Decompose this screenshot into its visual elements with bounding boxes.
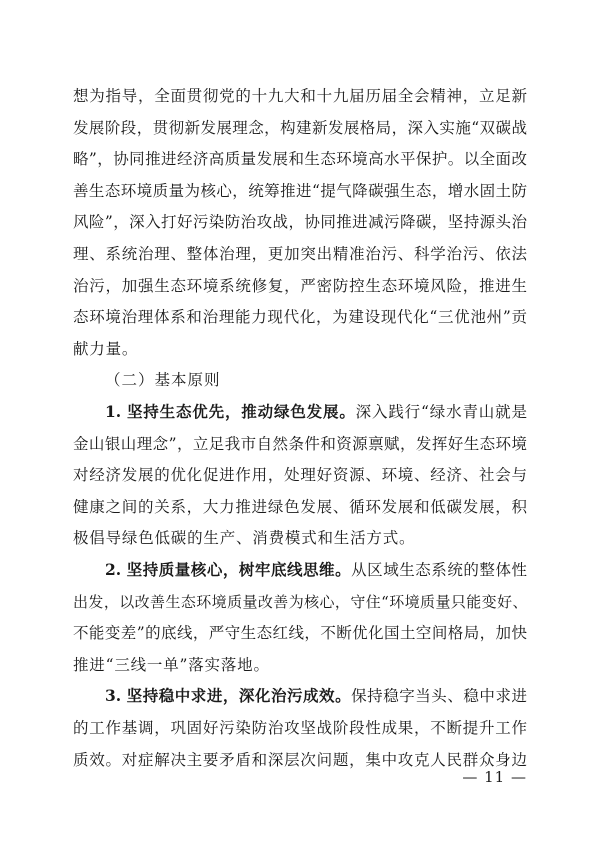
text-span: 深入践行“绿水青山就是 — [355, 403, 527, 421]
text-span: 保持稳字当头、稳中求进 — [351, 687, 527, 706]
principle-title: 坚持稳中求进，深化治污成效。 — [126, 686, 352, 706]
text-span: 从区域生态系统的整体性 — [351, 561, 527, 579]
text-line: 金山银山理念”，立足我市自然条件和资源禀赋，发挥好生态环境 — [73, 434, 527, 453]
principle-1-first-line — [105, 400, 527, 424]
text-line: 风险”，深入打好污染防治攻战，协同推进减污降碳，坚持源头治 — [73, 213, 527, 232]
principle-number: 1. — [105, 402, 122, 421]
principle-number: 3. — [105, 686, 122, 706]
text-line: 出发，以改善生态环境质量改善为核心，守住“环境质量只能变好、 — [73, 592, 527, 611]
principle-number: 2. — [105, 560, 122, 579]
text-line: 的工作基调，巩固好污染防治攻坚战阶段性成果，不断提升工作 — [73, 719, 527, 737]
text-line: 献力量。 — [73, 339, 139, 358]
text-line: 健康之间的关系，大力推进绿色发展、循环发展和低碳发展，积 — [73, 497, 527, 516]
text-line: 想为指导，全面贯彻党的十九大和十九届历届全会精神，立足新 — [73, 87, 527, 105]
text-line: 善生态环境质量为核心，统筹推进“提气降碳强生态，增水固土防 — [73, 181, 527, 200]
principle-title: 坚持生态优先，推动绿色发展。 — [126, 402, 356, 421]
text-line: 对经济发展的优化促进作用，处理好资源、环境、经济、社会与 — [73, 466, 527, 485]
text-line: 推进“三线一单”落实落地。 — [73, 655, 270, 674]
section-heading: （二）基本原则 — [105, 371, 221, 390]
text-line: 发展阶段，贯彻新发展理念，构建新发展格局，深入实施“双碳战 — [73, 118, 527, 137]
text-line: 态环境治理体系和治理能力现代化，为建设现代化“三优池州”贡 — [73, 308, 527, 327]
text-line: 理、系统治理、整体治理，更加突出精准治污、科学治污、依法 — [73, 245, 527, 263]
text-line: 不能变差”的底线，严守生态红线，不断优化国土空间格局，加快 — [73, 624, 527, 643]
text-line: 极倡导绿色低碳的生产、消费模式和生活方式。 — [73, 529, 416, 548]
principle-2-first-line — [105, 558, 527, 582]
principle-title: 坚持质量核心，树牢底线思维。 — [126, 560, 352, 579]
principle-3-first-line — [105, 684, 527, 708]
text-line: 质效。对症解决主要矛盾和深层次问题，集中攻克人民群众身边 — [73, 750, 527, 769]
page-number: — 11 — — [462, 768, 527, 786]
text-line: 治污，加强生态环境系统修复，严密防控生态环境风险，推进生 — [73, 276, 527, 295]
text-line: 略”，协同推进经济高质量发展和生态环境高水平保护。以全面改 — [73, 150, 527, 169]
